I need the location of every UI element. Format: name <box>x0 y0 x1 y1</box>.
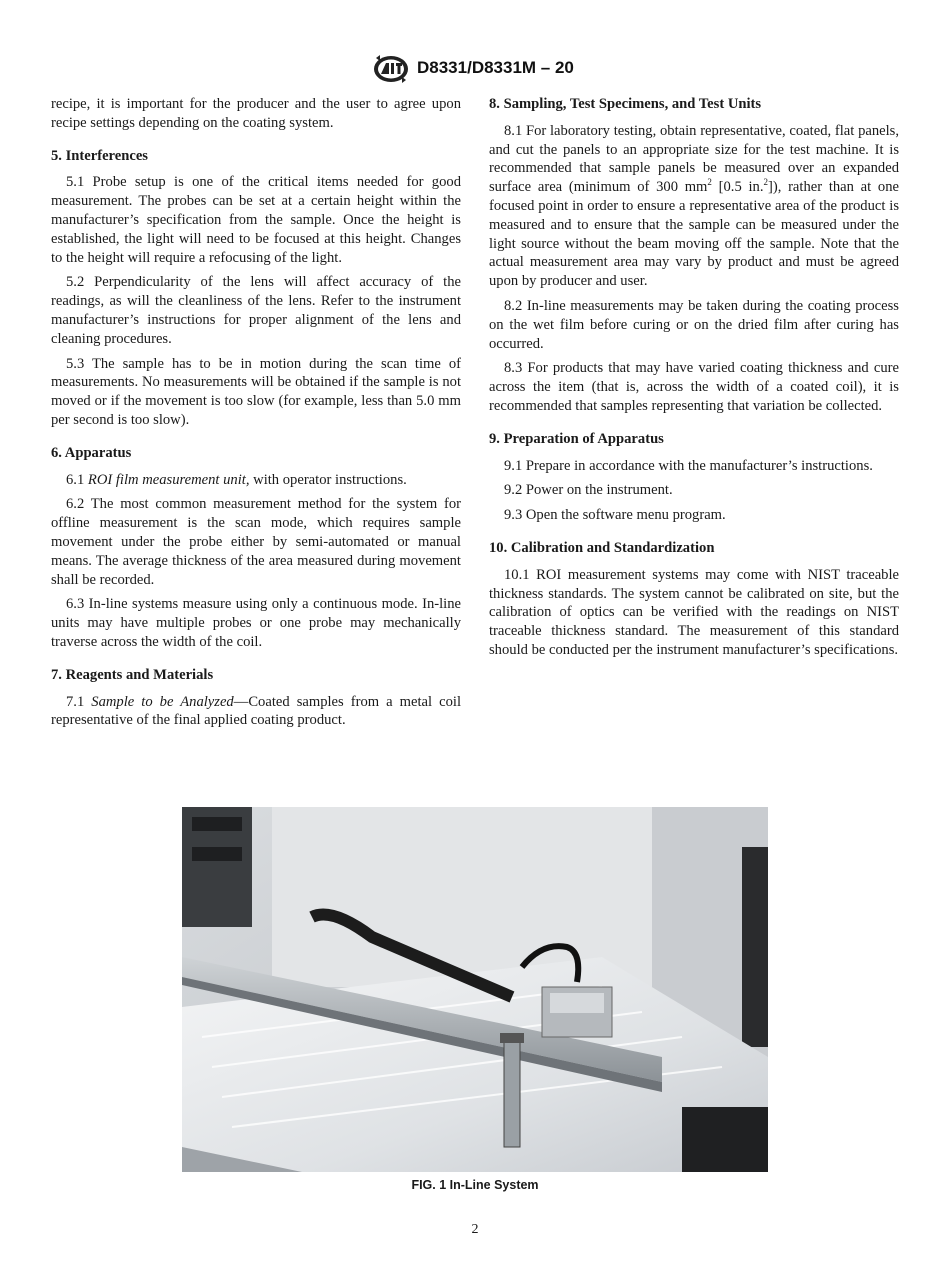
section-5-heading: 5. Interferences <box>51 147 148 164</box>
paragraph-7-1-text: —Coated samples from a metal coil representative of the final applied coating product. <box>51 693 462 729</box>
paragraph-6-3: 6.3 In-line systems measure using only a continuous mode. In-line units may have multiple probes or one probe may mechanically traverse across the width of the coil. <box>51 596 461 650</box>
paragraph-6-1-text: with operator instructions. <box>253 471 407 488</box>
paragraph-10-1: 10.1 ROI measurement systems may come with NIST traceable thickness standards. The system cannot be calibrated on site, but the calibration of optics can be verified with the readings on NIST traceable thickness standard. The measurement of this standard should be conducted per the instrument manufacturer’s specifications. <box>489 566 899 658</box>
paragraph-8-1-part-a: 8.1 For laboratory testing, obtain representative, coated, flat panels, and cut the panels to an appropriate size for the test machine. It is recommended that sample panels be measured over an expanded surface area (minimum of 300 mm <box>489 122 899 196</box>
section-9-heading: 9. Preparation of Apparatus <box>489 430 664 447</box>
paragraph-7-1-number: 7.1 <box>66 693 85 710</box>
paragraph-6-1-number: 6.1 <box>66 471 85 488</box>
paragraph-6-1 <box>51 471 461 490</box>
page-header <box>0 54 950 86</box>
paragraph-9-1: 9.1 Prepare in accordance with the manufacturer’s instructions. <box>504 457 873 474</box>
figure-caption: FIG. 1 In-Line System <box>411 1178 539 1192</box>
paragraph-8-1-part-b: [0.5 in. <box>711 179 764 196</box>
paragraph-7-1 <box>51 693 461 731</box>
paragraph-6-2: 6.2 The most common measurement method for the system for offline measurement is the scan mode, which requires sample movement under the probe either by semi-automated or manual means. The average thickness of the area measured during movement shall be recorded. <box>51 496 461 588</box>
superscript-2: 2 <box>763 177 768 188</box>
page-number: 2 <box>471 1222 479 1237</box>
document-id: D8331/D8331M – 20 <box>417 58 574 77</box>
paragraph-8-3: 8.3 For products that may have varied coating thickness and cure across the item (that is, across the width of a coated coil), it is recommended that samples representing that variation be collected. <box>489 360 899 414</box>
paragraph-9-2: 9.2 Power on the instrument. <box>504 482 673 499</box>
paragraph-6-1-term: ROI film measurement unit, <box>87 471 250 488</box>
left-column <box>51 95 461 736</box>
paragraph-5-1: 5.1 Probe setup is one of the critical items needed for good measurement. The probes can be set at a certain height within the manufacturer’s specification from the sample. Once the height is established, the light will need to be focused at this height. Changes to the height will require a refocusing of the light. <box>51 174 461 266</box>
section-7-heading: 7. Reagents and Materials <box>51 666 214 683</box>
paragraph-continued: recipe, it is important for the producer and the user to agree upon recipe settings depending on the coating system. <box>51 96 461 131</box>
in-line-system-illustration <box>182 807 768 1172</box>
paragraph-8-1 <box>489 122 899 291</box>
section-8-heading: 8. Sampling, Test Specimens, and Test Units <box>489 96 762 112</box>
right-column <box>489 95 899 666</box>
section-6-heading: 6. Apparatus <box>51 444 132 461</box>
astm-logo-icon <box>372 54 410 84</box>
paragraph-8-2: 8.2 In-line measurements may be taken during the coating process on the wet film before curing or on the dried film after curing has occurred. <box>489 297 899 352</box>
paragraph-5-2: 5.2 Perpendicularity of the lens will affect accuracy of the readings, as will the cleanliness of the lens. Refer to the instrument manufacturer’s instructions for proper alignment of the lens and cleaning procedures. <box>51 274 461 347</box>
superscript-2: 2 <box>707 177 712 188</box>
section-10-heading: 10. Calibration and Standardization <box>489 539 715 556</box>
paragraph-5-3: 5.3 The sample has to be in motion during the scan time of measurements. No measurements will be obtained if the sample is not moved or if the movement is too slow (for example, less than 5.0 mm per second is too slow). <box>51 355 461 428</box>
paragraph-7-1-term: Sample to be Analyzed <box>91 693 234 710</box>
paragraph-8-1-part-c: ]), rather than at one focused point in order to ensure a representative area of the product is measured and to ensure that the sample can be measured under the light source without the beam moving off the sample. Note that the actual measurement area may vary by product and must be agreed upon by producer and user. <box>489 179 900 290</box>
figure-1-photo <box>182 807 768 1172</box>
paragraph-9-3: 9.3 Open the software menu program. <box>504 507 726 524</box>
